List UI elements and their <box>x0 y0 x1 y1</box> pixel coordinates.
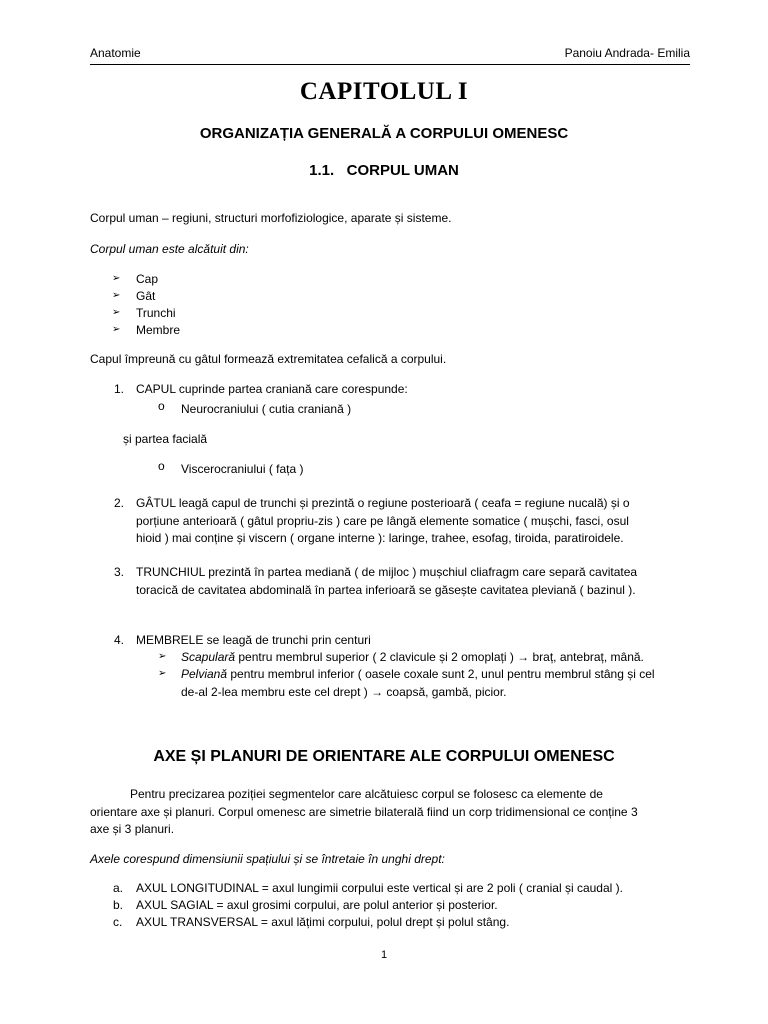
list-number: 3. <box>114 565 125 579</box>
head-paragraph: Capul împreună cu gâtul formează extremitatea cefalică a corpului. <box>90 352 447 366</box>
intro-paragraph: Corpul uman – regiuni, structuri morfofiziologice, aparate și sisteme. <box>90 211 452 225</box>
arrowhead-bullet-icon: ➢ <box>158 668 167 679</box>
axes-paragraph-line: orientare axe și planuri. Corpul omenesc are simetrie bilaterală fiind un corp tridimensional ce conține 3 <box>90 805 638 819</box>
circle-bullet-icon: o <box>158 459 165 473</box>
scapular-girdle-line <box>181 649 644 665</box>
header-rule <box>90 64 690 65</box>
arrowhead-bullet-icon: ➢ <box>112 290 121 301</box>
pelvic-term: Pelviană <box>181 667 228 681</box>
head-item-text: CAPUL cuprinde partea craniană care corespunde: <box>136 382 408 396</box>
axes-definition: Axele corespund dimensiunii spațiului și se întretaie în unghi drept: <box>90 852 445 866</box>
pelvic-girdle-line-2: de-al 2-lea membru este cel drept ) → coapsă, gambă, picior. <box>181 685 507 699</box>
axes-section-heading: AXE ȘI PLANURI DE ORIENTARE ALE CORPULUI OMENESC <box>153 748 615 765</box>
composition-label: Corpul uman este alcătuit din: <box>90 242 249 256</box>
header-left: Anatomie <box>90 46 141 60</box>
chapter-title: CAPITOLUL I <box>299 78 469 105</box>
list-item: Trunchi <box>136 306 176 320</box>
list-letter: a. <box>113 881 124 895</box>
arrowhead-bullet-icon: ➢ <box>112 307 121 318</box>
arrowhead-bullet-icon: ➢ <box>158 651 167 662</box>
list-number: 4. <box>114 633 125 647</box>
list-letter: b. <box>113 898 124 912</box>
list-number: 2. <box>114 496 125 510</box>
scapular-term: Scapulară <box>181 650 236 664</box>
section-heading: 1.1. CORPUL UMAN <box>309 162 459 179</box>
list-item: Gât <box>136 289 156 303</box>
page-number: 1 <box>380 949 388 961</box>
axes-paragraph-line: axe și 3 planuri. <box>90 822 175 836</box>
scapular-description: pentru membrul superior ( 2 clavicule și 2 omoplați ) → braț, antebraț, mână. <box>235 650 644 664</box>
axes-paragraph-line: Pentru precizarea poziției segmentelor care alcătuiesc corpul se folosesc ca elemente de <box>130 787 603 801</box>
header-right: Panoiu Andrada- Emilia <box>564 46 690 60</box>
facial-part-text: și partea facială <box>123 432 208 446</box>
axis-sagittal: AXUL SAGIAL = axul grosimi corpului, are polul anterior și posterior. <box>136 898 498 912</box>
chapter-subtitle: ORGANIZAȚIA GENERALĂ A CORPULUI OMENESC <box>199 125 569 142</box>
pelvic-description: pentru membrul inferior ( oasele coxale sunt 2, unul pentru membrul stâng și cel <box>227 667 655 681</box>
sub-item-viscerocranium: Viscerocraniului ( fața ) <box>181 462 304 476</box>
neck-item-line: hioid ) mai conține și viscern ( organe interne ): laringe, trahee, esofag, tiroida, paratiroidele. <box>136 531 624 545</box>
axis-longitudinal: AXUL LONGITUDINAL = axul lungimii corpului este vertical și are 2 poli ( cranial și caudal ). <box>136 881 623 895</box>
arrowhead-bullet-icon: ➢ <box>112 273 121 284</box>
neck-item-line: porțiune anterioară ( gâtul propriu-zis ) care pe lângă elemente somatice ( mușchi, fasci, osul <box>136 514 629 528</box>
neck-item-line: GÂTUL leagă capul de trunchi și prezintă o regiune posterioară ( ceafa = regiune nucală) și o <box>136 496 630 510</box>
limbs-item-text: MEMBRELE se leagă de trunchi prin centuri <box>136 633 371 647</box>
sub-item-neurocranium: Neurocraniului ( cutia craniană ) <box>181 402 352 416</box>
list-item: Cap <box>136 272 159 286</box>
list-item: Membre <box>136 323 181 337</box>
trunk-item-line: toracică de cavitatea abdominală în partea inferioară se găsește cavitatea plevіană ( bazinul ). <box>136 583 636 597</box>
arrowhead-bullet-icon: ➢ <box>112 324 121 335</box>
list-number: 1. <box>114 382 125 396</box>
circle-bullet-icon: o <box>158 399 165 413</box>
pelvic-girdle-line <box>181 666 677 682</box>
list-letter: c. <box>113 915 123 929</box>
axis-transverse: AXUL TRANSVERSAL = axul lățimi corpului, polul drept și polul stâng. <box>136 915 510 929</box>
trunk-item-line: TRUNCHIUL prezintă în partea mediană ( de mijloc ) mușchiul cliafragm care separă cavitatea <box>136 565 638 579</box>
